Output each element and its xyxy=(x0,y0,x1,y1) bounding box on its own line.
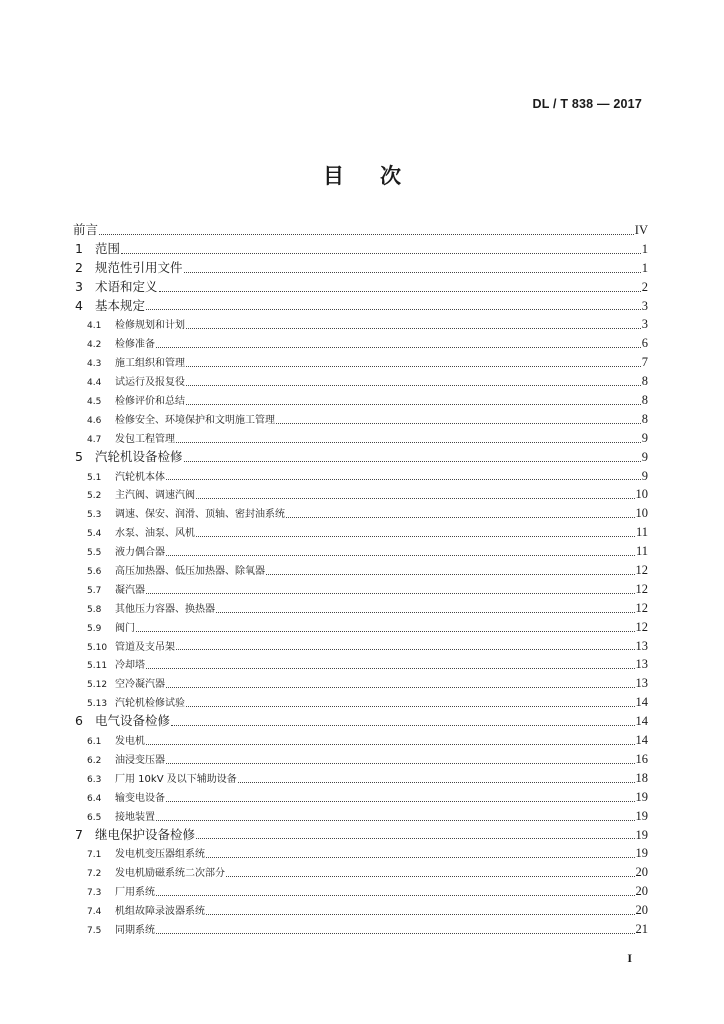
toc-entry-number: 7.5 xyxy=(87,925,102,936)
toc-entry-number: 5 xyxy=(75,448,83,464)
toc-entry[interactable] xyxy=(73,467,648,486)
toc-entry-number: 6.3 xyxy=(87,774,102,785)
toc-leader-dots xyxy=(216,612,635,613)
toc-leader-dots xyxy=(286,517,635,518)
toc-leader-dots xyxy=(186,366,641,367)
toc-entry[interactable] xyxy=(73,353,648,372)
toc-entry-title: 凝汽器 xyxy=(115,584,145,596)
toc-entry[interactable] xyxy=(73,259,648,278)
toc-entry-page: 6 xyxy=(641,336,648,351)
toc-entry-page: 13 xyxy=(635,638,648,653)
toc-entry-title: 管道及支吊架 xyxy=(115,641,175,653)
toc-entry[interactable] xyxy=(73,693,648,712)
toc-entry-number: 4.1 xyxy=(87,321,102,332)
toc-entry[interactable] xyxy=(73,618,648,637)
toc-leader-dots xyxy=(166,479,641,480)
toc-entry-number: 5.13 xyxy=(87,699,108,710)
toc-entry-title: 同期系统 xyxy=(115,924,155,936)
toc-entry-page: 11 xyxy=(635,525,648,540)
toc-entry-title: 高压加热器、低压加热器、除氧器 xyxy=(115,566,265,578)
toc-entry-number: 4.6 xyxy=(87,415,102,426)
toc-entry-page: 19 xyxy=(635,846,648,861)
toc-leader-dots xyxy=(156,895,635,896)
toc-leader-dots xyxy=(166,763,635,764)
toc-entry[interactable] xyxy=(73,920,648,939)
toc-entry-number: 7 xyxy=(75,826,83,842)
toc-entry-page: 14 xyxy=(635,714,648,729)
toc-entry-number: 7.4 xyxy=(87,907,102,918)
page-title xyxy=(0,160,724,190)
toc-entry[interactable] xyxy=(73,901,648,920)
toc-entry-page: 20 xyxy=(635,884,648,899)
toc-leader-dots xyxy=(196,498,635,499)
toc-entry[interactable] xyxy=(73,882,648,901)
toc-entry-page: 13 xyxy=(635,657,648,672)
toc-entry-number: 5.3 xyxy=(87,510,102,521)
toc-entry[interactable] xyxy=(73,599,648,618)
toc-entry-page: 1 xyxy=(641,241,648,256)
toc-entry-number: 4 xyxy=(75,297,83,313)
toc-entry-number: 6.5 xyxy=(87,812,102,823)
toc-entry-page: 3 xyxy=(641,298,648,313)
toc-leader-dots xyxy=(176,649,635,650)
toc-entry-title: 汽轮机检修试验 xyxy=(115,698,185,710)
toc-entry-title: 调速、保安、润滑、顶轴、密封油系统 xyxy=(115,509,285,521)
toc-entry-page: 20 xyxy=(635,903,648,918)
toc-entry-page: 19 xyxy=(635,789,648,804)
toc-entry-title: 空冷凝汽器 xyxy=(115,679,165,691)
toc-entry[interactable] xyxy=(73,523,648,542)
toc-entry-title: 冷却塔 xyxy=(115,660,145,672)
toc-entry-title: 液力偶合器 xyxy=(115,547,165,559)
toc-leader-dots xyxy=(146,593,635,594)
toc-entry[interactable] xyxy=(73,297,648,316)
toc-entry-title: 汽轮机本体 xyxy=(115,471,165,483)
toc-leader-dots xyxy=(184,461,641,462)
toc-entry[interactable] xyxy=(73,278,648,297)
toc-leader-dots xyxy=(196,536,635,537)
toc-entry-page: 12 xyxy=(635,600,648,615)
toc-entry-page: 14 xyxy=(635,695,648,710)
toc-entry-page: 18 xyxy=(635,770,648,785)
toc-entry-number: 7.2 xyxy=(87,869,102,880)
toc-entry-title: 术语和定义 xyxy=(95,278,158,294)
toc-entry-page: 19 xyxy=(635,827,648,842)
toc-entry-title: 发电机变压器组系统 xyxy=(115,849,205,861)
toc-leader-dots xyxy=(166,555,635,556)
toc-entry-number: 5.10 xyxy=(87,642,108,653)
toc-entry[interactable] xyxy=(73,561,648,580)
toc-entry[interactable] xyxy=(73,826,648,845)
toc-entry-number: 6.4 xyxy=(87,793,102,804)
toc-entry[interactable] xyxy=(73,504,648,523)
toc-entry-title: 油浸变压器 xyxy=(115,754,165,766)
toc-entry-title: 阀门 xyxy=(115,622,135,634)
toc-entry-page: 10 xyxy=(635,506,648,521)
toc-entry-number: 3 xyxy=(75,278,83,294)
toc-entry-page: 8 xyxy=(641,411,648,426)
toc-leader-dots xyxy=(136,631,635,632)
toc-entry-title: 检修评价和总结 xyxy=(115,396,185,408)
toc-entry-title: 规范性引用文件 xyxy=(95,259,183,275)
toc-entry-number: 1 xyxy=(75,240,83,256)
toc-entry[interactable] xyxy=(73,240,648,259)
toc-leader-dots xyxy=(146,668,635,669)
toc-entry-number: 5.6 xyxy=(87,567,102,578)
title-char-2: 次 xyxy=(380,164,401,188)
toc-entry-page: 2 xyxy=(641,279,648,294)
toc-entry[interactable] xyxy=(73,863,648,882)
toc-entry-page: 9 xyxy=(641,468,648,483)
toc-entry-page: 13 xyxy=(635,676,648,691)
toc-leader-dots xyxy=(186,404,641,405)
toc-entry-page: 21 xyxy=(635,921,648,936)
toc-entry[interactable] xyxy=(73,807,648,826)
toc-leader-dots xyxy=(156,347,641,348)
toc-entry-number: 7.1 xyxy=(87,850,102,861)
toc-leader-dots xyxy=(206,914,635,915)
toc-entry-number: 4.4 xyxy=(87,378,102,389)
toc-entry-title: 发包工程管理 xyxy=(115,433,175,445)
toc-entry-page: 12 xyxy=(635,619,648,634)
toc-leader-dots xyxy=(238,782,635,783)
toc-entry-number: 5.4 xyxy=(87,529,102,540)
toc-leader-dots xyxy=(266,574,635,575)
table-of-contents xyxy=(73,221,648,939)
toc-leader-dots xyxy=(166,801,635,802)
toc-entry-page: 8 xyxy=(641,374,648,389)
toc-entry[interactable] xyxy=(73,844,648,863)
toc-entry-title: 检修准备 xyxy=(115,339,155,351)
toc-entry[interactable] xyxy=(73,674,648,693)
toc-entry-title: 范围 xyxy=(95,240,121,256)
toc-entry-page: 9 xyxy=(641,449,648,464)
toc-entry-number: 5.9 xyxy=(87,623,102,634)
toc-leader-dots xyxy=(184,272,641,273)
toc-entry[interactable] xyxy=(73,391,648,410)
toc-entry-title: 基本规定 xyxy=(95,297,146,313)
toc-entry-page: 1 xyxy=(641,260,648,275)
toc-entry-page: 19 xyxy=(635,808,648,823)
toc-entry-number: 4.7 xyxy=(87,434,102,445)
toc-entry[interactable] xyxy=(73,542,648,561)
toc-entry-page: 20 xyxy=(635,865,648,880)
toc-entry[interactable] xyxy=(73,731,648,750)
toc-entry-number: 5.5 xyxy=(87,548,102,559)
toc-leader-dots xyxy=(171,725,634,726)
page-folio: I xyxy=(627,951,632,965)
toc-entry-title: 前言 xyxy=(73,222,99,237)
toc-entry-title: 发电机励磁系统二次部分 xyxy=(115,868,225,880)
toc-entry-title: 厂用 10kV 及以下辅助设备 xyxy=(115,773,237,785)
toc-entry-page: IV xyxy=(634,223,648,237)
toc-entry-page: 11 xyxy=(635,544,648,559)
toc-entry[interactable] xyxy=(73,429,648,448)
toc-entry-page: 12 xyxy=(635,563,648,578)
toc-leader-dots xyxy=(146,744,635,745)
toc-entry[interactable] xyxy=(73,750,648,769)
toc-entry-title: 厂用系统 xyxy=(115,887,155,899)
toc-entry-title: 试运行及报复役 xyxy=(115,377,185,389)
toc-leader-dots xyxy=(121,253,641,254)
title-char-1: 目 xyxy=(323,164,344,188)
toc-entry[interactable] xyxy=(73,334,648,353)
toc-entry-number: 5.2 xyxy=(87,491,102,502)
toc-entry-number: 6.2 xyxy=(87,755,102,766)
toc-entry-number: 2 xyxy=(75,259,83,275)
toc-entry-page: 12 xyxy=(635,581,648,596)
toc-entry-title: 发电机 xyxy=(115,736,145,748)
toc-entry-number: 6.1 xyxy=(87,737,102,748)
toc-entry-page: 8 xyxy=(641,393,648,408)
toc-entry-number: 5.12 xyxy=(87,680,108,691)
toc-entry-title: 机组故障录波器系统 xyxy=(115,906,205,918)
toc-entry-page: 7 xyxy=(641,355,648,370)
toc-entry-title: 主汽阀、调速汽阀 xyxy=(115,490,195,502)
toc-entry[interactable] xyxy=(73,221,648,240)
toc-leader-dots xyxy=(159,291,641,292)
toc-leader-dots xyxy=(156,933,635,934)
toc-entry-page: 9 xyxy=(641,430,648,445)
toc-entry[interactable] xyxy=(73,410,648,429)
toc-entry[interactable] xyxy=(73,485,648,504)
toc-leader-dots xyxy=(186,328,641,329)
toc-leader-dots xyxy=(276,423,641,424)
toc-entry[interactable] xyxy=(73,788,648,807)
toc-leader-dots xyxy=(186,385,641,386)
toc-entry-number: 5.1 xyxy=(87,472,102,483)
toc-entry-title: 接地装置 xyxy=(115,811,155,823)
toc-entry-title: 输变电设备 xyxy=(115,792,165,804)
toc-entry-number: 7.3 xyxy=(87,888,102,899)
toc-entry-number: 4.2 xyxy=(87,340,102,351)
toc-leader-dots xyxy=(156,820,635,821)
toc-entry-title: 施工组织和管理 xyxy=(115,358,185,370)
toc-leader-dots xyxy=(166,687,635,688)
toc-leader-dots xyxy=(99,234,634,235)
toc-entry-page: 10 xyxy=(635,487,648,502)
toc-entry[interactable] xyxy=(73,637,648,656)
toc-entry-page: 16 xyxy=(635,751,648,766)
toc-leader-dots xyxy=(196,838,634,839)
toc-entry-title: 电气设备检修 xyxy=(95,713,171,729)
toc-leader-dots xyxy=(226,876,635,877)
toc-entry[interactable] xyxy=(73,372,648,391)
toc-entry-title: 水泵、油泵、风机 xyxy=(115,528,195,540)
toc-entry-number: 5.8 xyxy=(87,604,102,615)
toc-leader-dots xyxy=(146,309,641,310)
standard-code: DL / T 838 — 2017 xyxy=(532,97,642,111)
toc-entry-page: 14 xyxy=(635,733,648,748)
toc-entry-number: 6 xyxy=(75,713,83,729)
toc-entry[interactable] xyxy=(73,655,648,674)
toc-entry-title: 检修安全、环境保护和文明施工管理 xyxy=(115,414,275,426)
toc-entry[interactable] xyxy=(73,580,648,599)
toc-entry-title: 汽轮机设备检修 xyxy=(95,448,183,464)
toc-entry-number: 4.3 xyxy=(87,359,102,370)
toc-entry-title: 其他压力容器、换热器 xyxy=(115,603,215,615)
toc-entry[interactable] xyxy=(73,315,648,334)
toc-entry-number: 5.7 xyxy=(87,585,102,596)
toc-leader-dots xyxy=(206,857,635,858)
toc-leader-dots xyxy=(176,442,641,443)
toc-entry[interactable] xyxy=(73,769,648,788)
toc-entry-title: 继电保护设备检修 xyxy=(95,826,196,842)
toc-entry-number: 4.5 xyxy=(87,397,102,408)
toc-entry-page: 3 xyxy=(641,317,648,332)
toc-entry-number: 5.11 xyxy=(87,661,108,672)
toc-entry-title: 检修规划和计划 xyxy=(115,320,185,332)
toc-entry[interactable] xyxy=(73,448,648,467)
toc-entry[interactable] xyxy=(73,712,648,731)
toc-leader-dots xyxy=(186,706,635,707)
